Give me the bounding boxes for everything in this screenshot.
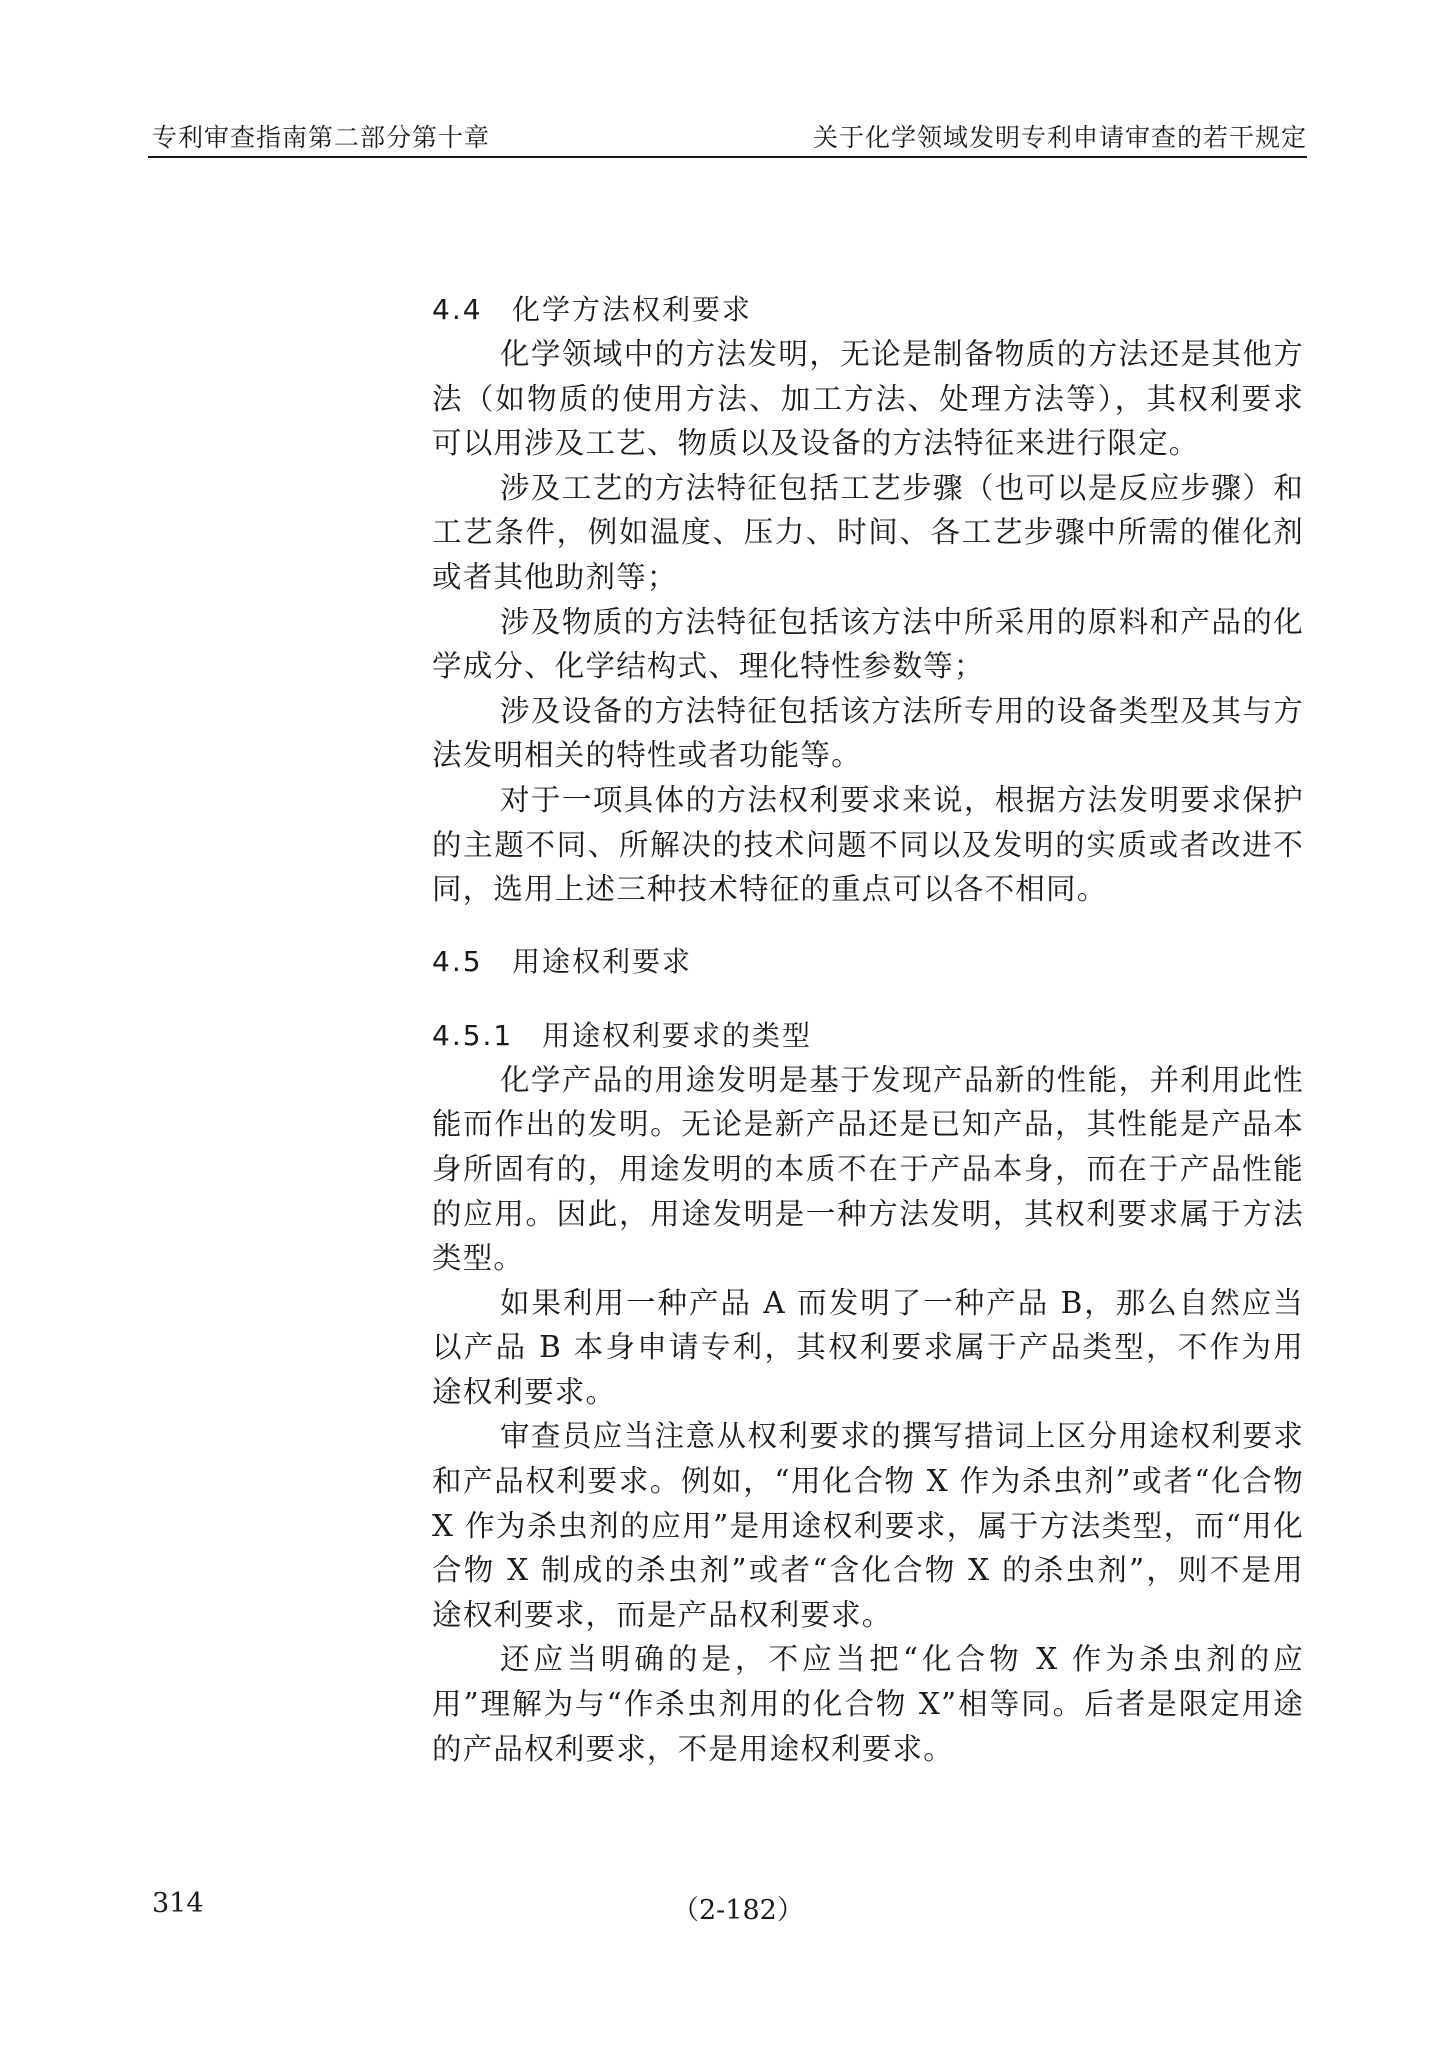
page-body: [432, 288, 1304, 1771]
section-title: 化学方法权利要求: [512, 293, 753, 326]
section-number: 4.5: [432, 944, 483, 978]
section-heading: [432, 940, 1304, 984]
paragraph: 还应当明确的是，不应当把“化合物 X 作为杀虫剂的应用”理解为与“作杀虫剂用的化合物 X”相等同。后者是限定用途的产品权利要求，不是用途权利要求。: [432, 1642, 1304, 1766]
section-title: 用途权利要求的类型: [542, 1018, 813, 1052]
running-header-left: 专利审查指南第二部分第十章: [152, 123, 491, 152]
header-rule: [148, 156, 1307, 158]
subsection-heading: [432, 1014, 1304, 1058]
page-number: 314: [152, 1888, 204, 1919]
section-4-4: [432, 288, 1304, 912]
section-number: 4.5.1: [432, 1018, 514, 1052]
section-heading: [432, 288, 1304, 332]
paragraph: 对于一项具体的方法权利要求来说，根据方法发明要求保护的主题不同、所解决的技术问题不同以及发明的实质或者改进不同，选用上述三种技术特征的重点可以各不相同。: [432, 782, 1304, 907]
paragraph: 审查员应当注意从权利要求的撰写措词上区分用途权利要求和产品权利要求。例如，“用化合物 X 作为杀虫剂”或者“化合物 X 作为杀虫剂的应用”是用途权利要求，属于方法类型，而“用化合物 X 制成的杀虫剂”或者“含化合物 X 的杀虫剂”，则不是用途权利要求，而是产品权利要求。: [432, 1419, 1304, 1632]
paragraph: 涉及物质的方法特征包括该方法中所采用的原料和产品的化学成分、化学结构式、理化特性参数等；: [432, 604, 1304, 684]
running-header-right: 关于化学领域发明专利申请审查的若干规定: [812, 123, 1307, 152]
section-title: 用途权利要求: [512, 944, 693, 978]
section-code: （2-182）: [672, 1895, 804, 1926]
paragraph: 如果利用一种产品 A 而发明了一种产品 B，那么自然应当以产品 B 本身申请专利，其权利要求属于产品类型，不作为用途权利要求。: [432, 1285, 1304, 1409]
paragraph: 涉及工艺的方法特征包括工艺步骤（也可以是反应步骤）和工艺条件，例如温度、压力、时间、各工艺步骤中所需的催化剂或者其他助剂等；: [432, 470, 1304, 594]
section-4-5: [432, 940, 1304, 984]
section-number: 4.4: [432, 293, 483, 326]
paragraph: 化学产品的用途发明是基于发现产品新的性能，并利用此性能而作出的发明。无论是新产品还是已知产品，其性能是产品本身所固有的，用途发明的本质不在于产品本身，而在于产品性能的应用。因此，用途发明是一种方法发明，其权利要求属于方法类型。: [432, 1062, 1304, 1276]
spacer: [432, 984, 1304, 1014]
section-4-5-1: [432, 1014, 1304, 1772]
paragraph: 化学领域中的方法发明，无论是制备物质的方法还是其他方法（如物质的使用方法、加工方法、处理方法等），其权利要求可以用涉及工艺、物质以及设备的方法特征来进行限定。: [432, 337, 1304, 461]
spacer: [432, 912, 1304, 940]
paragraph: 涉及设备的方法特征包括该方法所专用的设备类型及其与方法发明相关的特性或者功能等。: [432, 693, 1304, 773]
